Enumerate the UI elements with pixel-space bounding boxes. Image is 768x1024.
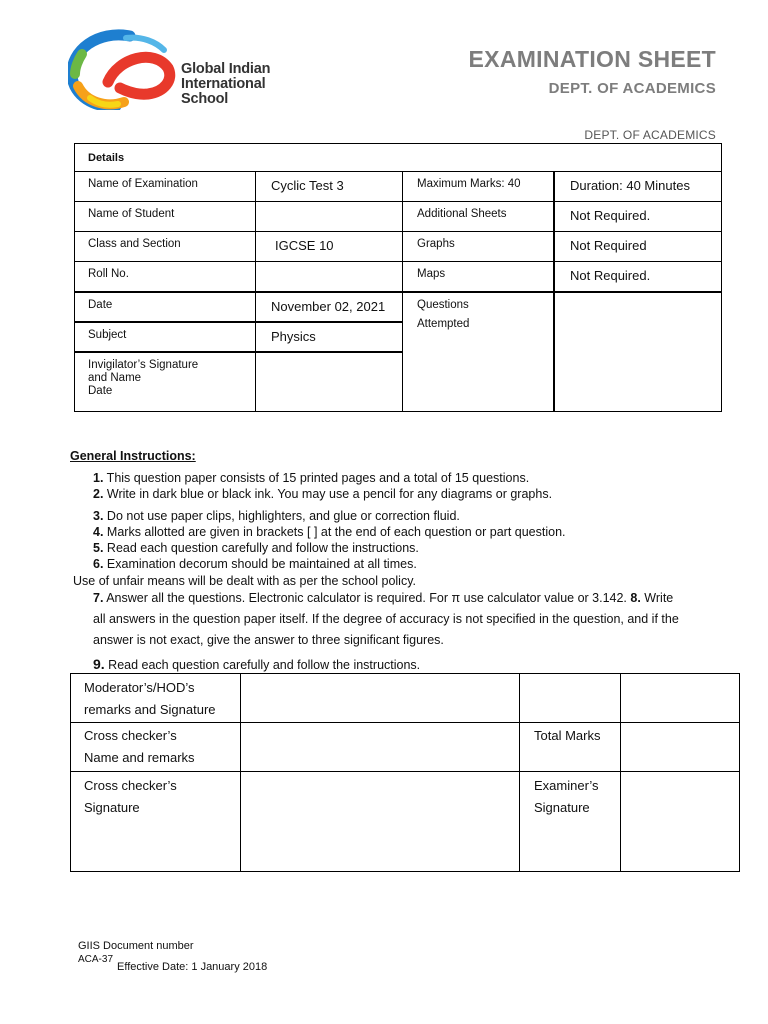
- instruction-text: Write: [640, 591, 674, 605]
- instructions-heading: General Instructions:: [70, 449, 196, 463]
- graphs-label: Graphs: [417, 238, 455, 250]
- instruction-number: 1.: [93, 471, 104, 485]
- logo-swirl-icon: [68, 28, 178, 110]
- instruction-number: 3.: [93, 509, 104, 523]
- unfair-means-note: Use of unfair means will be dealt with as per the school policy.: [73, 574, 416, 588]
- doc-number-label: GIIS Document number: [78, 940, 194, 952]
- school-name: [181, 62, 270, 107]
- label-line: Cross checker’s: [84, 778, 177, 793]
- label-line: Cross checker’s: [84, 728, 177, 743]
- details-table: [74, 143, 722, 412]
- instruction-text: Examination decorum should be maintained at all times.: [103, 557, 417, 571]
- instruction-item: [93, 656, 420, 672]
- label-line: Signature: [534, 800, 590, 815]
- dept-label: DEPT. OF ACADEMICS: [584, 128, 716, 142]
- cross-checker-name-label: [84, 725, 195, 769]
- maps-label: Maps: [417, 268, 446, 280]
- subject-label: Subject: [88, 329, 127, 341]
- instruction-number: 4.: [93, 525, 104, 539]
- instruction-item: [93, 487, 552, 501]
- instruction-text: Answer all the questions. Electronic calculator is required. For π use calculator value or 3.142.: [103, 591, 627, 605]
- student-name-label: Name of Student: [88, 208, 175, 220]
- label-line: remarks and Signature: [84, 702, 216, 717]
- max-marks-label: Maximum Marks: 40: [417, 178, 521, 190]
- date-value: November 02, 2021: [271, 299, 386, 314]
- label-line: Name and remarks: [84, 750, 195, 765]
- instruction-text: This question paper consists of 15 printed pages and a total of 15 questions.: [103, 471, 530, 485]
- examiner-signature-label: [534, 775, 599, 819]
- duration-value: Duration: 40 Minutes: [570, 178, 690, 193]
- exam-name-label: Name of Examination: [88, 178, 198, 190]
- class-section-label: Class and Section: [88, 238, 181, 250]
- instruction-item: [93, 591, 673, 605]
- instruction-item: [93, 525, 566, 539]
- instruction-text: Write in dark blue or black ink. You may use a pencil for any diagrams or graphs.: [103, 487, 553, 501]
- class-section-value: IGCSE 10: [275, 238, 334, 253]
- remarks-table: [70, 673, 740, 872]
- instruction-item: [93, 471, 529, 485]
- instruction-number: 9.: [93, 656, 105, 672]
- questions-attempted-label: Questions: [417, 299, 469, 311]
- school-name-line: School: [181, 91, 229, 107]
- additional-sheets-label: Additional Sheets: [417, 208, 507, 220]
- date-label: Date: [88, 299, 113, 311]
- label-line: Examiner’s: [534, 778, 599, 793]
- instruction-number: 7.: [93, 591, 104, 605]
- instruction-item: [93, 541, 419, 555]
- graphs-value: Not Required: [570, 238, 647, 253]
- instruction-number: 2.: [93, 487, 104, 501]
- total-marks-label: Total Marks: [534, 728, 601, 743]
- invigilator-label: [88, 359, 198, 398]
- moderator-remarks-label: [84, 677, 216, 721]
- invigilator-label-line: Invigilator’s Signature: [88, 359, 199, 371]
- instruction-text: Marks allotted are given in brackets [ ] at the end of each question or part question.: [103, 525, 566, 539]
- instruction-number: 8.: [630, 591, 641, 605]
- cross-checker-signature-label: [84, 775, 177, 819]
- exam-name-value: Cyclic Test 3: [271, 178, 344, 193]
- instruction-number: 6.: [93, 557, 104, 571]
- instruction-text: Read each question carefully and follow the instructions.: [104, 658, 421, 672]
- roll-no-label: Roll No.: [88, 268, 129, 280]
- instruction-text: Do not use paper clips, highlighters, and glue or correction fluid.: [103, 509, 460, 523]
- instruction-number: 5.: [93, 541, 104, 555]
- invigilator-label-line: and Name: [88, 372, 142, 384]
- instruction-text-continued: all answers in the question paper itself. If the degree of accuracy is not specified in the question, and if the: [93, 612, 679, 626]
- questions-attempted-label: Attempted: [417, 318, 470, 330]
- label-line: Moderator’s/HOD’s: [84, 680, 195, 695]
- instruction-item: [93, 557, 417, 571]
- label-line: Signature: [84, 800, 140, 815]
- subject-value: Physics: [271, 329, 316, 344]
- details-heading: Details: [88, 152, 125, 164]
- instruction-text: Read each question carefully and follow the instructions.: [103, 541, 419, 555]
- additional-sheets-value: Not Required.: [570, 208, 651, 223]
- doc-code: ACA-37: [78, 954, 114, 965]
- page-title: EXAMINATION SHEET: [468, 46, 716, 72]
- effective-date: Effective Date: 1 January 2018: [117, 961, 268, 973]
- school-name-line: International: [181, 76, 266, 92]
- page-subtitle: DEPT. OF ACADEMICS: [548, 80, 716, 97]
- instruction-text-continued: answer is not exact, give the answer to three significant figures.: [93, 633, 444, 647]
- maps-value: Not Required.: [570, 268, 651, 283]
- instruction-item: [93, 509, 460, 523]
- school-name-line: Global Indian: [181, 61, 271, 77]
- invigilator-label-line: Date: [88, 385, 113, 397]
